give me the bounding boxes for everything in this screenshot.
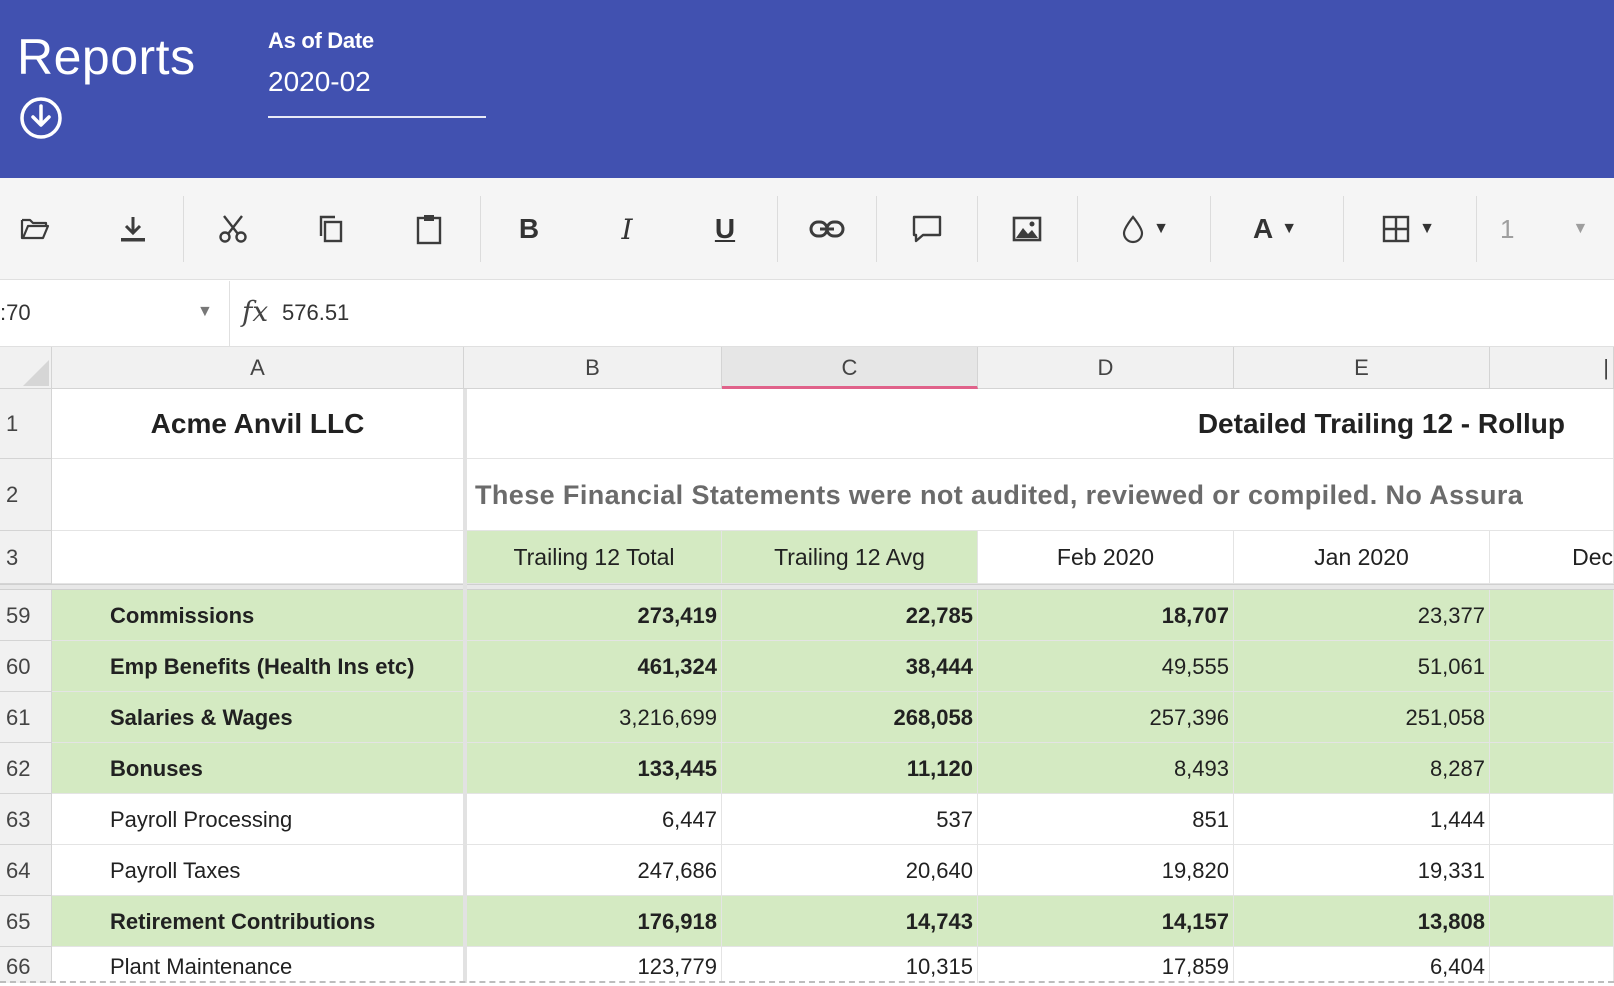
select-all-corner[interactable] (0, 347, 52, 389)
column-title-feb[interactable]: Feb 2020 (978, 531, 1234, 584)
table-cell[interactable]: 49,555 (978, 641, 1234, 692)
toolbar-separator (977, 196, 978, 262)
table-cell[interactable]: 1,444 (1234, 794, 1490, 845)
download-circle-icon[interactable] (18, 95, 64, 141)
table-row-label[interactable]: Salaries & Wages (52, 692, 464, 743)
table-cell[interactable]: 3,216,699 (467, 692, 722, 743)
page-break-line (0, 981, 1614, 983)
column-header-e[interactable]: E (1234, 347, 1490, 389)
table-cell[interactable]: 133,445 (467, 743, 722, 794)
table-cell[interactable]: 23,377 (1234, 590, 1490, 641)
table-cell[interactable] (1490, 641, 1614, 692)
table-cell[interactable]: 18,707 (978, 590, 1234, 641)
row-header[interactable]: 59 (0, 590, 52, 641)
download-icon[interactable] (108, 204, 158, 254)
table-cell[interactable]: 247,686 (467, 845, 722, 896)
table-cell[interactable]: 14,157 (978, 896, 1234, 947)
row-header[interactable]: 3 (0, 531, 52, 584)
link-icon[interactable] (802, 204, 852, 254)
table-cell[interactable]: 10,315 (722, 947, 978, 983)
copy-icon[interactable] (306, 204, 356, 254)
table-cell[interactable]: 19,820 (978, 845, 1234, 896)
font-size-select[interactable] (1490, 204, 1610, 254)
table-cell[interactable]: 38,444 (722, 641, 978, 692)
table-cell[interactable]: 6,404 (1234, 947, 1490, 983)
italic-button[interactable]: I (621, 212, 633, 246)
text-color-button[interactable] (1235, 204, 1315, 254)
table-cell[interactable]: 251,058 (1234, 692, 1490, 743)
formula-input[interactable]: 576.51 (282, 300, 350, 325)
column-header-c[interactable]: C (722, 347, 978, 389)
toolbar-separator (777, 196, 778, 262)
table-row-label[interactable]: Payroll Processing (52, 794, 464, 845)
table-cell[interactable]: 257,396 (978, 692, 1234, 743)
toolbar-separator (183, 196, 184, 262)
toolbar-separator (1210, 196, 1211, 262)
chevron-down-icon: ▼ (1153, 220, 1169, 237)
row-header[interactable]: 60 (0, 641, 52, 692)
comment-icon[interactable] (902, 204, 952, 254)
table-cell[interactable]: 14,743 (722, 896, 978, 947)
column-title-dec[interactable]: Dec (1490, 531, 1614, 584)
company-name-cell[interactable]: Acme Anvil LLC (52, 389, 464, 459)
date-label: As of Date (268, 28, 374, 53)
toolbar-separator (480, 196, 481, 262)
chevron-down-icon: ▼ (1572, 220, 1589, 237)
column-title-trailing-total[interactable]: Trailing 12 Total (467, 531, 722, 584)
table-cell[interactable]: 8,493 (978, 743, 1234, 794)
fx-icon: fx (242, 295, 269, 328)
name-box-value: :70 (0, 300, 31, 325)
column-header-d[interactable]: D (978, 347, 1234, 389)
toolbar-separator (1343, 196, 1344, 262)
table-cell[interactable] (1490, 794, 1614, 845)
toolbar-separator (1077, 196, 1078, 262)
table-cell[interactable] (1490, 692, 1614, 743)
row-header[interactable]: 66 (0, 947, 52, 983)
table-cell[interactable]: 461,324 (467, 641, 722, 692)
column-title-jan[interactable]: Jan 2020 (1234, 531, 1490, 584)
disclaimer-cell[interactable]: These Financial Statements were not audited, reviewed or compiled. No Assura (467, 459, 1614, 531)
cell-a3[interactable] (52, 531, 464, 584)
chevron-down-icon: ▼ (1419, 220, 1435, 237)
spreadsheet-grid (0, 347, 1614, 983)
table-cell[interactable]: 17,859 (978, 947, 1234, 983)
row-header[interactable]: 62 (0, 743, 52, 794)
table-cell[interactable]: 6,447 (467, 794, 722, 845)
table-cell[interactable]: 20,640 (722, 845, 978, 896)
table-row-label[interactable]: Retirement Contributions (52, 896, 464, 947)
table-cell[interactable]: 537 (722, 794, 978, 845)
font-size-value: 1 (1500, 213, 1515, 244)
table-cell[interactable] (1490, 590, 1614, 641)
table-cell[interactable]: 11,120 (722, 743, 978, 794)
toolbar-separator (1476, 196, 1477, 262)
bold-button[interactable]: B (518, 213, 540, 244)
chevron-down-icon: ▼ (1281, 220, 1298, 237)
text-color-icon: A (1252, 213, 1274, 244)
app-title: Reports (17, 29, 196, 85)
table-cell[interactable] (1490, 743, 1614, 794)
column-header-a[interactable]: A (52, 347, 464, 389)
table-cell[interactable]: 123,779 (467, 947, 722, 983)
paste-icon[interactable] (404, 204, 454, 254)
table-cell[interactable]: 19,331 (1234, 845, 1490, 896)
table-row-label[interactable]: Emp Benefits (Health Ins etc) (52, 641, 464, 692)
cut-icon[interactable] (208, 204, 258, 254)
frozen-columns-divider (463, 389, 467, 983)
date-input-underline (268, 116, 486, 118)
date-input[interactable]: 2020-02 (268, 66, 371, 97)
underline-button[interactable]: U (714, 213, 736, 244)
row-header[interactable]: 2 (0, 459, 52, 531)
app-header (0, 0, 1614, 178)
image-icon[interactable] (1002, 204, 1052, 254)
name-box[interactable] (0, 281, 230, 347)
table-row-label[interactable]: Payroll Taxes (52, 845, 464, 896)
table-cell[interactable] (1490, 845, 1614, 896)
fill-color-icon[interactable] (1105, 204, 1185, 254)
table-row-label[interactable]: Bonuses (52, 743, 464, 794)
row-header[interactable]: 63 (0, 794, 52, 845)
table-cell[interactable]: 13,808 (1234, 896, 1490, 947)
table-cell[interactable] (1490, 896, 1614, 947)
column-header-b[interactable]: B (464, 347, 722, 389)
toolbar-separator (876, 196, 877, 262)
chevron-down-icon[interactable]: ▼ (197, 303, 213, 320)
row-header[interactable]: 64 (0, 845, 52, 896)
table-cell[interactable]: 176,918 (467, 896, 722, 947)
column-header-f[interactable]: | (1490, 347, 1614, 389)
formula-bar (0, 281, 1614, 347)
column-title-trailing-avg[interactable]: Trailing 12 Avg (722, 531, 978, 584)
toolbar (0, 178, 1614, 280)
table-cell[interactable]: 22,785 (722, 590, 978, 641)
table-cell[interactable] (1490, 947, 1614, 983)
table-row-label[interactable]: Plant Maintenance (52, 947, 464, 983)
table-cell[interactable]: 273,419 (467, 590, 722, 641)
row-header[interactable]: 65 (0, 896, 52, 947)
table-cell[interactable]: 51,061 (1234, 641, 1490, 692)
row-header[interactable]: 61 (0, 692, 52, 743)
open-folder-icon[interactable] (10, 204, 60, 254)
row-header[interactable]: 1 (0, 389, 52, 459)
table-cell[interactable]: 851 (978, 794, 1234, 845)
table-cell[interactable]: 268,058 (722, 692, 978, 743)
table-row-label[interactable]: Commissions (52, 590, 464, 641)
borders-icon[interactable] (1368, 204, 1448, 254)
table-cell[interactable]: 8,287 (1234, 743, 1490, 794)
cell-a2[interactable] (52, 459, 464, 531)
report-title-cell[interactable]: Detailed Trailing 12 - Rollup (467, 389, 1614, 459)
